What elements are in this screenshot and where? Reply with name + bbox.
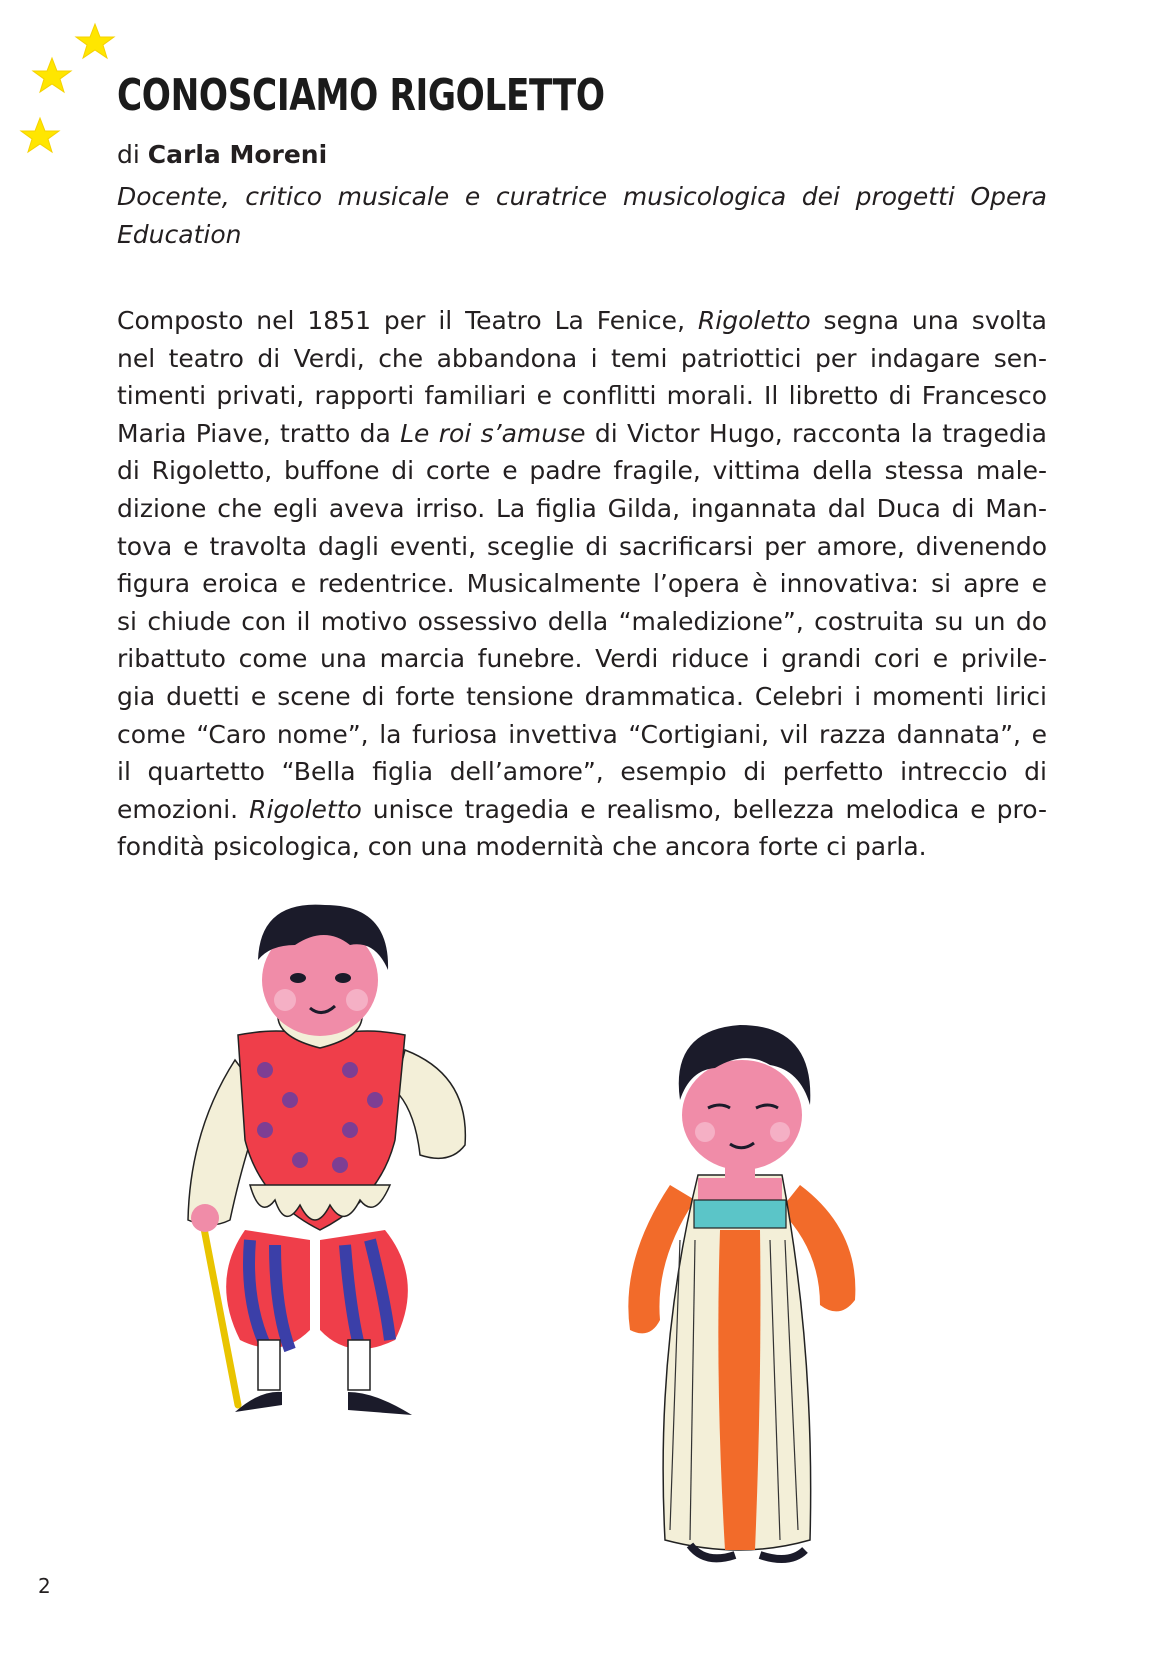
author-role: Docente, critico musicale e curatrice musicologica dei progetti Opera Education: [117, 182, 1047, 249]
star-icon: [33, 58, 71, 92]
duke-figure: [188, 905, 465, 1415]
body-text-run: ribattuto come una marcia funebre. Verdi riduce i grandi cori e privile-: [117, 644, 1047, 674]
body-line: [117, 340, 1047, 378]
body-italic-title: Rigoletto: [249, 794, 362, 824]
page-number: 2: [38, 1574, 51, 1598]
body-text-run: di Rigoletto, buffone di corte e padre fragile, vittima della stessa male-: [117, 456, 1047, 486]
body-text-run: nel teatro di Verdi, che abbandona i temi patriottici per indagare sen-: [117, 343, 1047, 373]
author-name: Carla Moreni: [147, 140, 328, 169]
body-text-run: si chiude con il motivo ossessivo della “maledizione”, costruita su un do: [117, 606, 1047, 636]
body-text-run: timenti privati, rapporti familiari e conflitti morali. Il libretto di Francesco: [117, 381, 1047, 411]
gilda-figure: [628, 1025, 855, 1559]
body-text-run: il quartetto “Bella figlia dell’amore”, esempio di perfetto intreccio di: [117, 757, 1047, 787]
body-text-run: gia duetti e scene di forte tensione drammatica. Celebri i momenti lirici: [117, 681, 1047, 711]
body-line: [117, 716, 1047, 754]
body-italic-title: Rigoletto: [697, 306, 811, 335]
body-text-run: di Victor Hugo, racconta la tragedia: [585, 418, 1048, 448]
body-italic-title: Le roi s’amuse: [400, 418, 586, 448]
body-line: [117, 528, 1047, 566]
illustration: [150, 900, 950, 1640]
body-text-run: figura eroica e redentrice. Musicalmente l’opera è innovativa: si apre e: [117, 569, 1047, 599]
body-line: [117, 490, 1047, 528]
body-line: [117, 603, 1047, 641]
body-line: [117, 678, 1047, 716]
byline: [117, 140, 327, 169]
body-line: [117, 753, 1047, 791]
body-text-run: fondità psicologica, con una modernità che ancora forte ci parla.: [117, 832, 927, 862]
body-line: [117, 452, 1047, 490]
body-text-run: Composto nel 1851 per il Teatro La Fenice,: [117, 306, 698, 335]
body-line: [117, 640, 1047, 678]
byline-prefix: di: [117, 140, 140, 169]
star-icon: [21, 118, 59, 152]
body-text-run: come “Caro nome”, la furiosa invettiva “Cortigiani, vil razza dannata”, e: [117, 719, 1047, 749]
body-line: [117, 302, 1047, 340]
stars-decoration: [0, 0, 130, 180]
body-text-run: unisce tragedia e realismo, bellezza melodica e pro-: [361, 794, 1047, 824]
body-line: [117, 415, 1047, 453]
star-icon: [76, 24, 114, 58]
body-line: [117, 565, 1047, 603]
body-line: [117, 791, 1047, 829]
body-text-run: dizione che egli aveva irriso. La figlia Gilda, ingannata dal Duca di Man-: [117, 493, 1047, 523]
page-title: CONOSCIAMO RIGOLETTO: [117, 70, 605, 121]
body-text-run: emozioni.: [117, 794, 250, 824]
body-text-run: segna una svolta: [810, 306, 1047, 335]
body-line: [117, 828, 1047, 866]
body-line: [117, 377, 1047, 415]
body-text-run: tova e travolta dagli eventi, sceglie di sacrificarsi per amore, divenendo: [117, 531, 1047, 561]
body-text-run: Maria Piave, tratto da: [117, 418, 401, 448]
article-body: [117, 302, 1047, 866]
